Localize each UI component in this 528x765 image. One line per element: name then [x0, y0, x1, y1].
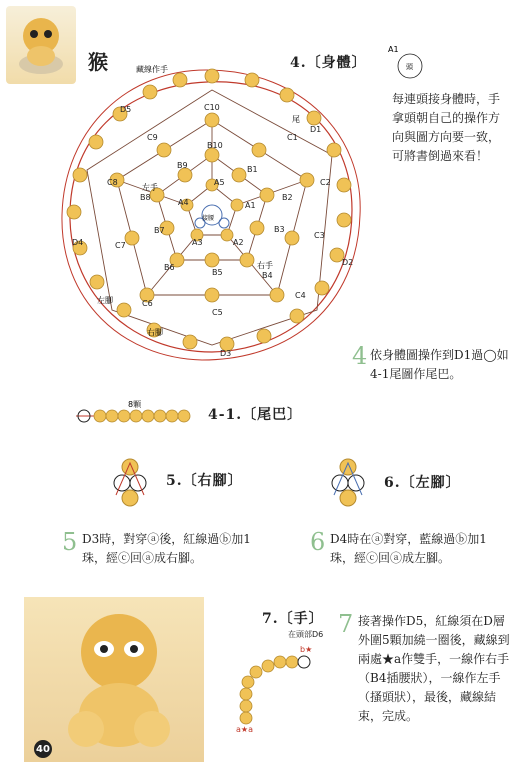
svg-text:D5: D5 — [120, 105, 132, 114]
svg-text:B8: B8 — [140, 193, 151, 202]
svg-text:B5: B5 — [212, 268, 223, 277]
svg-text:C10: C10 — [204, 103, 220, 112]
step5-text: D3時，對穿ⓐ後，紅線過ⓑ加1珠，經ⓒ回ⓐ成右腳。 — [82, 532, 251, 565]
top-note: 藏線作手 — [136, 65, 168, 74]
svg-text:C1: C1 — [287, 133, 298, 142]
svg-text:C2: C2 — [320, 178, 331, 187]
body-diagram — [52, 60, 372, 370]
svg-text:C7: C7 — [115, 241, 126, 250]
animal-title: 猴 — [88, 50, 108, 74]
svg-text:B10: B10 — [207, 141, 223, 150]
left-foot-diagram — [326, 455, 376, 510]
tail-note: 尾 — [292, 115, 300, 124]
hand-diagram — [228, 640, 328, 735]
head-label: 在頭部D6 — [288, 630, 324, 639]
svg-text:D2: D2 — [342, 258, 354, 267]
svg-text:C3: C3 — [314, 231, 325, 240]
svg-text:A1: A1 — [245, 201, 256, 210]
svg-text:b★: b★ — [300, 645, 313, 654]
a1-note-diagram — [388, 42, 438, 82]
waist-label: 接腰 — [202, 215, 215, 222]
svg-text:A5: A5 — [214, 178, 225, 187]
page-number: 40 — [34, 740, 52, 758]
svg-text:C6: C6 — [142, 299, 153, 308]
svg-text:B7: B7 — [154, 226, 165, 235]
right-foot-label: 右腳 — [147, 328, 163, 337]
step41-title: 4-1.〔尾巴〕 — [208, 407, 303, 423]
step7-title: 7.〔手〕 — [262, 611, 324, 627]
svg-text:D4: D4 — [72, 238, 84, 247]
svg-text:A1: A1 — [388, 45, 399, 54]
svg-text:8顆: 8顆 — [128, 400, 142, 409]
svg-text:頭: 頭 — [406, 63, 413, 71]
svg-text:C5: C5 — [212, 308, 223, 317]
step6-number: 6 — [310, 528, 326, 556]
step5-number: 5 — [62, 528, 78, 556]
svg-text:A2: A2 — [233, 238, 244, 247]
step4-title: 4.〔身體〕 — [290, 55, 367, 71]
svg-text:C9: C9 — [147, 133, 158, 142]
svg-text:B2: B2 — [282, 193, 293, 202]
svg-text:B4: B4 — [262, 271, 273, 280]
step5-title: 5.〔右腳〕 — [166, 473, 243, 489]
step4-instruction: 依身體圖操作到D1過◯如4-1尾圖作尾巴。 — [370, 348, 509, 381]
right-foot-diagram — [108, 455, 158, 510]
step6-title: 6.〔左腳〕 — [384, 475, 461, 491]
svg-text:D1: D1 — [310, 125, 322, 134]
svg-text:B6: B6 — [164, 263, 175, 272]
note-text: 每連頭接身體時，手拿頭朝自己的操作方向與圖方向要一致，可將書倒過來看！ — [392, 92, 501, 163]
tail-diagram — [70, 400, 200, 430]
svg-text:A3: A3 — [192, 238, 203, 247]
svg-text:C8: C8 — [107, 178, 118, 187]
svg-text:B3: B3 — [274, 225, 285, 234]
svg-text:B1: B1 — [247, 165, 258, 174]
step7-number: 7 — [338, 610, 354, 638]
step4-number: 4 — [352, 342, 368, 370]
left-hand-label: 左手 — [142, 183, 158, 192]
step7-text: 接著操作D5，紅線須在D層外圍5顆加繞一圈後，藏線到兩處★a作雙手，一線作右手（B4插腰狀），一線作左手（搔頭狀），最後，藏線結束，完成。 — [358, 614, 510, 723]
svg-text:C4: C4 — [295, 291, 306, 300]
step6-text: D4時在ⓐ對穿，藍線過ⓑ加1珠，經ⓒ回ⓐ成左腳。 — [330, 532, 487, 565]
svg-text:A4: A4 — [178, 198, 189, 207]
right-hand-label: 右手 — [257, 261, 273, 270]
left-foot-label: 左腳 — [97, 296, 113, 305]
svg-text:B9: B9 — [177, 161, 188, 170]
svg-text:D3: D3 — [220, 349, 232, 358]
svg-text:a★a: a★a — [236, 725, 253, 734]
monkey-photo-bottom — [24, 597, 204, 762]
